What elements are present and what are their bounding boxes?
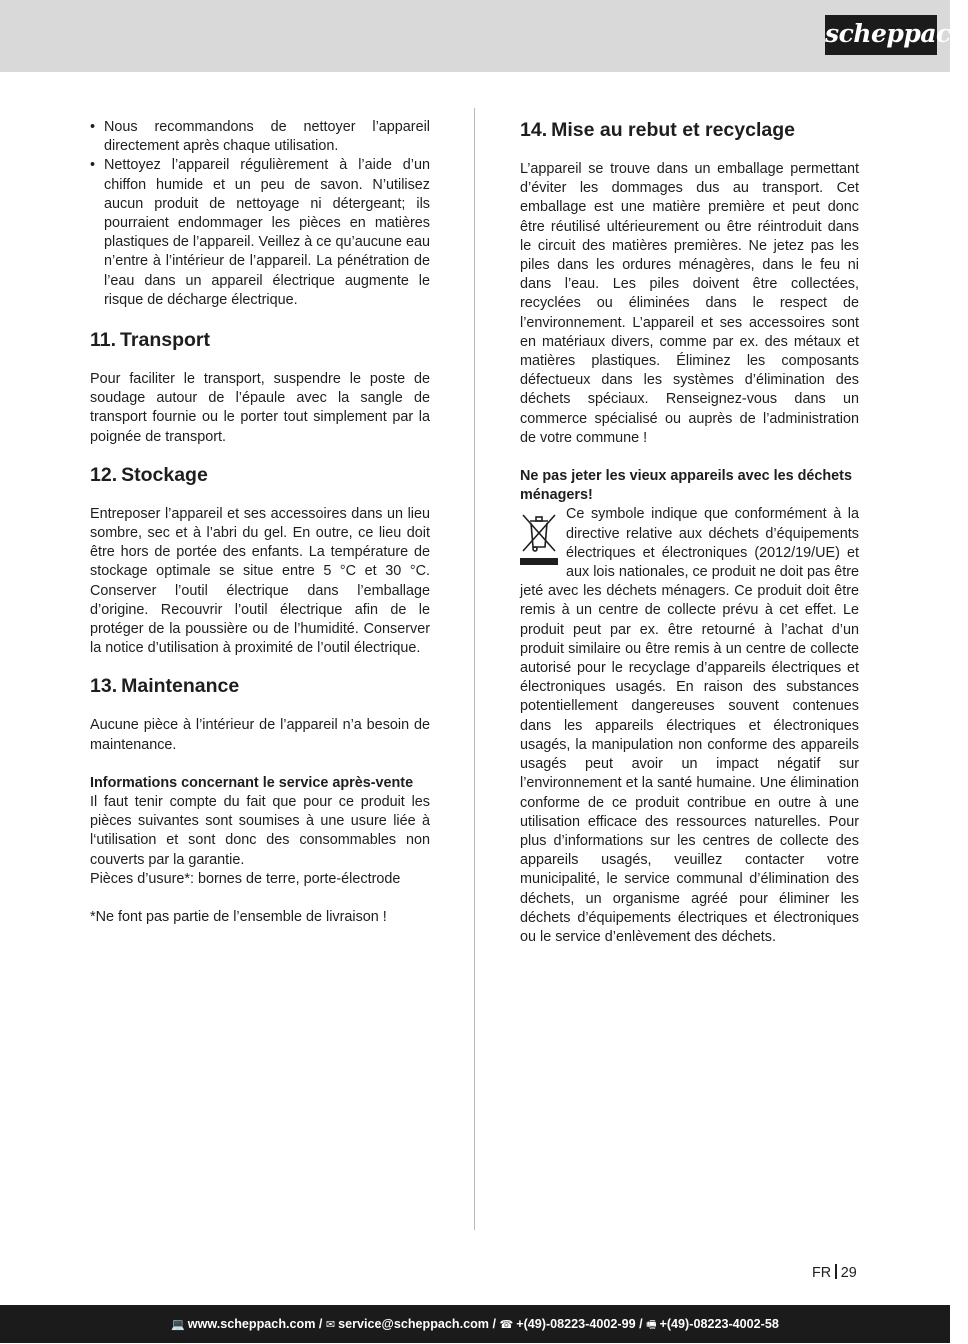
footer-web: www.scheppach.com — [187, 1317, 316, 1331]
weee-block — [520, 505, 859, 947]
section-title: Maintenance — [121, 675, 240, 698]
cleaning-list — [90, 118, 430, 310]
right-column — [520, 118, 859, 947]
mail-icon: ✉ — [325, 1319, 336, 1331]
wear-parts-text: Pièces d’usure*: bornes de terre, porte-électrode — [90, 870, 401, 887]
footer-fax: +(49)-08223-4002-58 — [659, 1317, 779, 1331]
crossed-bin-icon — [520, 511, 558, 567]
footer-bar — [0, 1305, 950, 1343]
section-heading-storage — [90, 463, 430, 487]
page-number-value: 29 — [840, 1265, 857, 1281]
storage-text: Entreposer l’appareil et ses accessoires dans un lieu sombre, sec et à l’abri du gel. En outre, ce lieu doit être hors de portée des enfants. La température de stockage optimale se situe entre 5 °C et 30 °C. Conserver l’outil électrique dans l’emballage d’origine. Recouvrir l’outil électrique afin de le protéger de la poussière ou de l’humidité. Conserver la notice d’utilisation à proximité de l’outil électrique. — [90, 505, 430, 657]
fax-icon: 🖷 — [646, 1319, 657, 1331]
section-heading-disposal — [520, 118, 859, 142]
weee-title: Ne pas jeter les vieux appareils avec les déchets ménagers! — [520, 468, 852, 504]
footer-email: service@scheppach.com — [338, 1317, 490, 1331]
scheppach-logo: scheppach — [825, 15, 937, 55]
section-heading-transport — [90, 328, 430, 352]
column-divider — [474, 108, 475, 1230]
footer-separator: / — [492, 1317, 497, 1331]
footer-separator: / — [318, 1317, 323, 1331]
transport-text: Pour faciliter le transport, suspendre le poste de soudage autour de l’épaule avec la sangle de transport fournie ou le porter tout simplement par la poignée de transport. — [90, 371, 430, 445]
weee-text: Ce symbole indique que conformément à la directive relative aux déchets d’équipements électriques et électroniques (2012/19/UE) et aux lois nationales, ce produit ne doit pas être jeté avec les déchets ménagers. Ce produit doit être remis à un centre de collecte prévu à cet effet. Le produit peut par ex. être retourné à l’achat d’un produit similaire ou être remis à un centre de collecte autorisé pour le recyclage d’appareils électriques et électroniques usagés. En raison des substances potentiellement dangereuses souvent contenues dans les appareils électriques et électroniques usagés, la manipulation non conforme des appareils usagés peut avoir un impact négatif sur l’environnement et la santé humaine. Une élimination conforme de ce produit contribue en outre à une utilisation efficace des ressources naturelles. Pour plus d’informations sur les centres de collecte des appareils usagés, veuillez contacter votre municipalité, le service communal d’élimination des déchets, un organisme agréé pour éliminer les déchets d’équipements électriques et électroniques ou le service d’enlèvement des déchets. — [520, 506, 859, 945]
maintenance-text: Aucune pièce à l’intérieur de l’appareil n’a besoin de maintenance. — [90, 717, 430, 753]
section-title: Transport — [120, 329, 210, 352]
footer-separator: / — [639, 1317, 643, 1331]
page-lang: FR — [812, 1265, 832, 1281]
page-number — [812, 1264, 857, 1281]
disposal-text: L’appareil se trouve dans un emballage permettant d’éviter les dommages dus au transport. Cet emballage est une matière première et peut donc être réutilisé ultérieurement ou être réintroduit dans le circuit des matières premières. Ne jetez pas les piles dans les ordures ménagères, dans le feu ni dans l’eau. Les piles doivent être collectées, recyclées ou éliminées dans le respect de l’environnement. L’appareil et ses accessoires sont en matériaux divers, comme par ex. des métaux et matières plastiques. Éliminez les composants défectueux dans les systèmes d’élimination des déchets spéciaux. Renseignez-vous dans un commerce spécialisé ou auprès de l’administration de votre commune ! — [520, 161, 859, 446]
section-heading-maintenance — [90, 674, 430, 698]
header-bar — [0, 0, 968, 72]
phone-icon: ☎ — [499, 1319, 514, 1331]
section-title: Stockage — [121, 463, 208, 486]
section-number: 14. — [520, 119, 548, 141]
list-item: • Nous recommandons de nettoyer l’appareil directement après chaque utilisation. — [90, 118, 430, 156]
left-column — [90, 118, 430, 927]
section-title: Mise au rebut et recyclage — [551, 119, 795, 141]
footnote: *Ne font pas partie de l’ensemble de livraison ! — [90, 909, 387, 926]
page-number-divider — [835, 1264, 837, 1279]
section-number: 12. — [90, 463, 118, 486]
computer-icon: 💻 — [171, 1319, 185, 1331]
list-item: • Nettoyez l’appareil régulièrement à l’aide d’un chiffon humide et un peu de savon. N’utilisez aucun produit de nettoyage ni détergeant; ils pourraient endommager les pièces en matières plastiques de l’appareil. Veillez à ce qu’aucune eau n’entre à l’intérieur de l’appareil. La pénétration de l’eau dans un appareil électrique augmente le risque de décharge électrique. — [90, 156, 430, 310]
service-info-text: Il faut tenir compte du fait que pour ce produit les pièces suivantes sont soumises à une usure liée à l‘utilisation et sont donc des consommables non couverts par la garantie. — [90, 794, 430, 868]
section-number: 13. — [90, 675, 118, 698]
section-number: 11. — [90, 329, 117, 352]
service-info-title: Informations concernant le service après-vente — [90, 774, 414, 791]
footer-phone: +(49)-08223-4002-99 — [516, 1317, 636, 1331]
